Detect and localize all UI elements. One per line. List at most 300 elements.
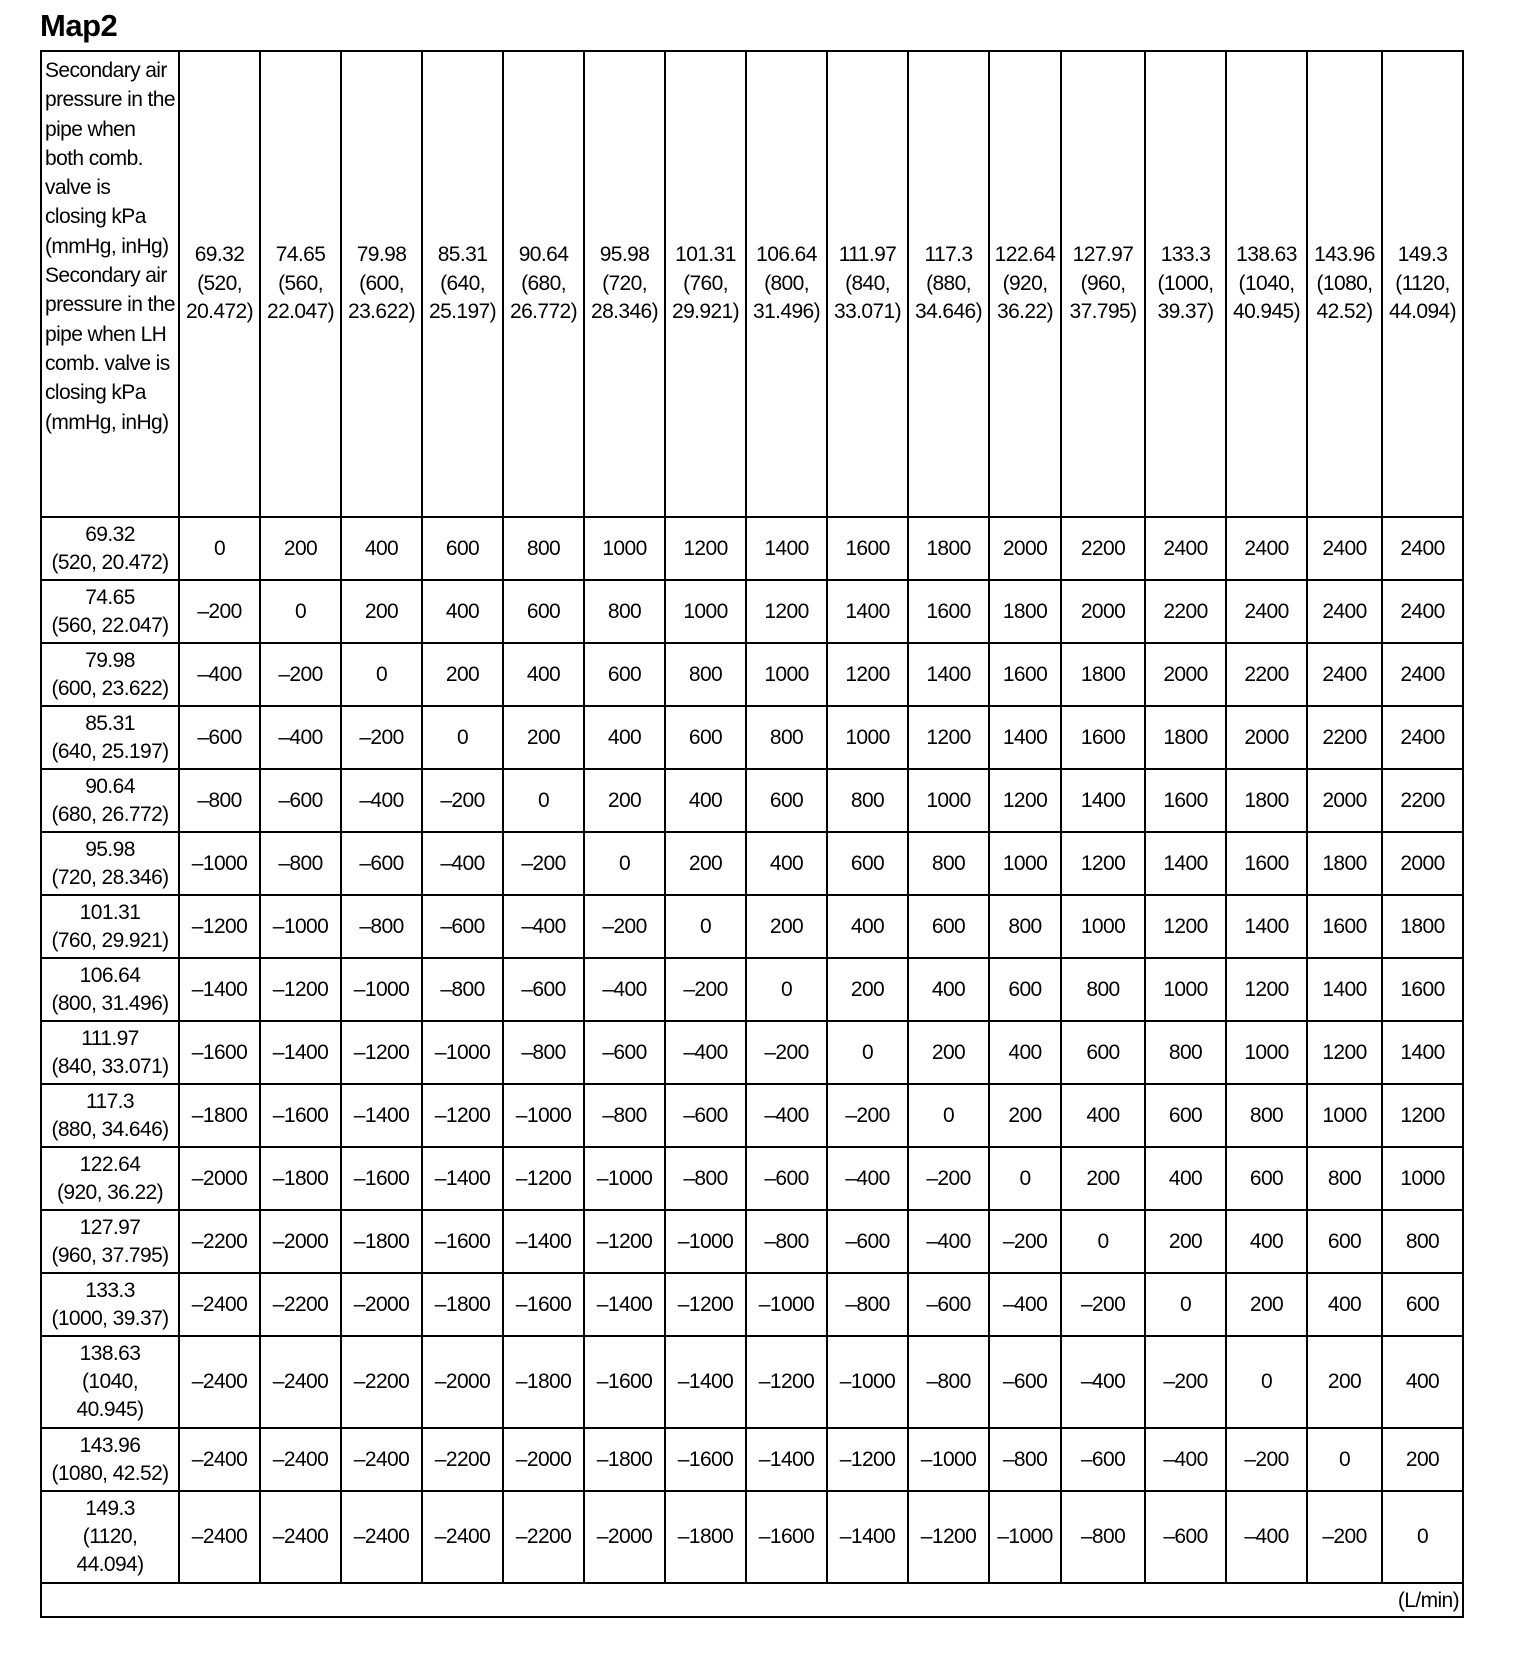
table-cell: –2400: [422, 1491, 503, 1583]
table-cell: –200: [1145, 1336, 1226, 1428]
table-cell: 2400: [1145, 517, 1226, 580]
table-cell: 1000: [1061, 895, 1145, 958]
table-cell: 600: [1145, 1084, 1226, 1147]
table-cell: 1000: [1307, 1084, 1382, 1147]
table-cell: 1400: [1145, 832, 1226, 895]
table-cell: 1000: [1145, 958, 1226, 1021]
table-cell: 1400: [1307, 958, 1382, 1021]
table-cell: –2200: [260, 1273, 341, 1336]
table-cell: 0: [1145, 1273, 1226, 1336]
column-header: [341, 51, 422, 517]
unit-row: [41, 1583, 1463, 1617]
table-cell: 1800: [1145, 706, 1226, 769]
table-cell: 800: [989, 895, 1061, 958]
table-cell: 400: [665, 769, 746, 832]
column-header-sub2: 36.22): [997, 300, 1053, 324]
table-cell: 600: [665, 706, 746, 769]
column-header-sub1: (800,: [764, 271, 809, 295]
column-header-kpa: 106.64: [756, 243, 817, 267]
table-row: [41, 1084, 1463, 1147]
table-cell: –1600: [503, 1273, 584, 1336]
column-header: [827, 51, 908, 517]
table-cell: 1800: [1307, 832, 1382, 895]
row-header: [41, 1273, 179, 1336]
table-cell: –600: [1145, 1491, 1226, 1583]
table-row: [41, 769, 1463, 832]
table-cell: –1000: [665, 1210, 746, 1273]
row-header-line: 90.64: [85, 774, 135, 798]
table-cell: –600: [1061, 1428, 1145, 1491]
table-cell: 1400: [989, 706, 1061, 769]
table-cell: 200: [746, 895, 827, 958]
table-cell: –1600: [584, 1336, 665, 1428]
row-header-line: (880, 34.646): [51, 1117, 169, 1141]
row-header-line: 117.3: [86, 1089, 134, 1113]
table-cell: 1000: [665, 580, 746, 643]
column-header: [584, 51, 665, 517]
table-cell: 800: [1382, 1210, 1463, 1273]
table-cell: 200: [584, 769, 665, 832]
column-header-kpa: 111.97: [838, 243, 897, 267]
table-cell: 2400: [1307, 643, 1382, 706]
table-cell: –1200: [260, 958, 341, 1021]
table-cell: 1600: [1382, 958, 1463, 1021]
column-header: [503, 51, 584, 517]
unit-label: (L/min): [41, 1583, 1463, 1617]
row-header-line: 138.63: [79, 1342, 141, 1365]
table-row: [41, 1210, 1463, 1273]
row-header-line: (1000, 39.37): [51, 1306, 169, 1330]
table-cell: 200: [1145, 1210, 1226, 1273]
column-header: [989, 51, 1061, 517]
column-header-kpa: 138.63: [1236, 243, 1297, 267]
table-cell: –1600: [260, 1084, 341, 1147]
table-cell: 400: [746, 832, 827, 895]
table-cell: 800: [1145, 1021, 1226, 1084]
column-header-sub1: (1040,: [1238, 271, 1295, 295]
table-cell: 600: [503, 580, 584, 643]
table-cell: –2400: [260, 1336, 341, 1428]
column-header-kpa: 79.98: [356, 243, 407, 267]
column-header: [422, 51, 503, 517]
table-cell: –600: [665, 1084, 746, 1147]
table-cell: –1000: [341, 958, 422, 1021]
table-cell: –200: [827, 1084, 908, 1147]
table-cell: –800: [908, 1336, 989, 1428]
column-header-sub1: (560,: [278, 271, 323, 295]
row-header-line: 149.3: [85, 1497, 135, 1520]
table-row: [41, 1147, 1463, 1210]
table-cell: –2000: [503, 1428, 584, 1491]
table-cell: –1400: [827, 1491, 908, 1583]
row-header-line: 40.945): [76, 1398, 144, 1421]
column-header-sub1: (960,: [1080, 271, 1126, 295]
table-cell: 800: [827, 769, 908, 832]
table-cell: –600: [179, 706, 260, 769]
table-cell: –400: [584, 958, 665, 1021]
table-cell: 0: [746, 958, 827, 1021]
table-cell: 0: [908, 1084, 989, 1147]
row-header-line: (720, 28.346): [51, 865, 169, 889]
column-header-kpa: 122.64: [994, 243, 1056, 267]
table-cell: –1200: [341, 1021, 422, 1084]
row-header-line: 74.65: [85, 585, 135, 609]
column-header-sub2: 20.472): [185, 300, 254, 324]
table-cell: –1000: [746, 1273, 827, 1336]
table-cell: 1800: [1061, 643, 1145, 706]
table-cell: –2000: [584, 1491, 665, 1583]
table-cell: 200: [665, 832, 746, 895]
table-cell: –400: [1061, 1336, 1145, 1428]
table-cell: –1000: [584, 1147, 665, 1210]
table-cell: 800: [908, 832, 989, 895]
table-cell: 400: [422, 580, 503, 643]
column-header-sub2: 31.496): [752, 300, 821, 324]
row-header-line: (640, 25.197): [51, 739, 169, 763]
table-cell: –2400: [179, 1273, 260, 1336]
column-header-sub2: 26.772): [509, 300, 578, 324]
table-cell: 1200: [827, 643, 908, 706]
column-header-sub1: (1000,: [1157, 271, 1214, 295]
row-header: [41, 1210, 179, 1273]
table-cell: –1000: [908, 1428, 989, 1491]
table-cell: 0: [1307, 1428, 1382, 1491]
table-cell: 1400: [827, 580, 908, 643]
column-header-sub1: (920,: [1002, 271, 1048, 295]
column-header-sub1: (760,: [683, 271, 728, 295]
table-cell: 1000: [1226, 1021, 1307, 1084]
table-cell: 2400: [1382, 706, 1463, 769]
table-cell: 0: [179, 517, 260, 580]
table-cell: 2000: [1061, 580, 1145, 643]
table-row: [41, 643, 1463, 706]
table-cell: 600: [908, 895, 989, 958]
row-header-line: 44.094): [76, 1553, 144, 1576]
table-cell: 800: [746, 706, 827, 769]
table-cell: 0: [1382, 1491, 1463, 1583]
table-cell: –1600: [422, 1210, 503, 1273]
row-header-line: (840, 33.071): [51, 1054, 169, 1078]
table-cell: –600: [989, 1336, 1061, 1428]
table-cell: –200: [665, 958, 746, 1021]
table-cell: 200: [341, 580, 422, 643]
table-cell: 2400: [1307, 517, 1382, 580]
table-cell: 1000: [989, 832, 1061, 895]
table-cell: –1200: [179, 895, 260, 958]
table-cell: 800: [503, 517, 584, 580]
row-header-line: 85.31: [85, 711, 135, 735]
table-cell: –200: [422, 769, 503, 832]
map-table: [40, 50, 1464, 1618]
table-cell: 1200: [989, 769, 1061, 832]
table-cell: –2000: [422, 1336, 503, 1428]
table-row: [41, 706, 1463, 769]
table-cell: 1000: [908, 769, 989, 832]
row-header-line: 143.96: [79, 1433, 141, 1457]
table-cell: –800: [179, 769, 260, 832]
table-cell: 400: [1226, 1210, 1307, 1273]
table-cell: 1600: [1307, 895, 1382, 958]
table-cell: –1200: [503, 1147, 584, 1210]
table-cell: 0: [827, 1021, 908, 1084]
table-cell: 0: [503, 769, 584, 832]
table-cell: –800: [422, 958, 503, 1021]
column-header-sub2: 23.622): [347, 300, 416, 324]
table-cell: 1200: [1382, 1084, 1463, 1147]
table-cell: 200: [1307, 1336, 1382, 1428]
table-cell: 200: [1382, 1428, 1463, 1491]
table-cell: –1800: [341, 1210, 422, 1273]
table-cell: 800: [1061, 958, 1145, 1021]
table-cell: 400: [584, 706, 665, 769]
row-header-line: 95.98: [85, 837, 135, 861]
column-header-sub1: (640,: [440, 271, 485, 295]
table-cell: –1200: [584, 1210, 665, 1273]
table-cell: –200: [1307, 1491, 1382, 1583]
table-cell: 1600: [1226, 832, 1307, 895]
column-header-sub2: 29.921): [671, 300, 740, 324]
row-header: [41, 580, 179, 643]
table-cell: 400: [908, 958, 989, 1021]
table-cell: –800: [665, 1147, 746, 1210]
table-cell: –2400: [341, 1491, 422, 1583]
table-cell: –1200: [422, 1084, 503, 1147]
table-cell: –1800: [179, 1084, 260, 1147]
table-cell: –400: [179, 643, 260, 706]
table-cell: 2400: [1382, 517, 1463, 580]
table-cell: 0: [1226, 1336, 1307, 1428]
table-cell: 800: [1307, 1147, 1382, 1210]
table-cell: –400: [908, 1210, 989, 1273]
table-cell: 2200: [1061, 517, 1145, 580]
table-cell: 400: [1382, 1336, 1463, 1428]
row-header-line: 111.97: [81, 1026, 139, 1050]
table-cell: –400: [1145, 1428, 1226, 1491]
table-cell: 0: [1061, 1210, 1145, 1273]
table-cell: 600: [989, 958, 1061, 1021]
table-cell: –600: [584, 1021, 665, 1084]
column-header: [908, 51, 989, 517]
table-cell: –1000: [260, 895, 341, 958]
column-header-kpa: 127.97: [1072, 243, 1134, 267]
column-header: [746, 51, 827, 517]
column-header-kpa: 149.3: [1397, 243, 1448, 267]
table-cell: –200: [1061, 1273, 1145, 1336]
table-cell: –2400: [260, 1491, 341, 1583]
corner-label: Secondary air pressure in the pipe when both comb. valve is closing kPa (mmHg, inHg) Secondary air pressure in the pipe when LH comb. valve is closing kPa (mmHg, inHg): [41, 51, 179, 517]
table-cell: 1000: [827, 706, 908, 769]
table-cell: –800: [1061, 1491, 1145, 1583]
column-header: [1382, 51, 1463, 517]
table-cell: –1400: [179, 958, 260, 1021]
column-header-sub1: (880,: [926, 271, 971, 295]
table-cell: –1200: [827, 1428, 908, 1491]
table-cell: 1000: [584, 517, 665, 580]
table-cell: –400: [341, 769, 422, 832]
table-cell: 400: [341, 517, 422, 580]
table-cell: –2000: [260, 1210, 341, 1273]
table-cell: 0: [989, 1147, 1061, 1210]
column-header-kpa: 74.65: [275, 243, 326, 267]
row-header: [41, 1428, 179, 1491]
table-cell: 400: [989, 1021, 1061, 1084]
table-cell: –1800: [584, 1428, 665, 1491]
table-cell: –1400: [665, 1336, 746, 1428]
column-header-sub2: 25.197): [428, 300, 497, 324]
column-header-sub1: (720,: [602, 271, 647, 295]
table-cell: 400: [1145, 1147, 1226, 1210]
table-cell: –200: [179, 580, 260, 643]
table-row: [41, 895, 1463, 958]
table-cell: 600: [422, 517, 503, 580]
table-cell: 2000: [1382, 832, 1463, 895]
table-cell: 200: [422, 643, 503, 706]
table-cell: 600: [584, 643, 665, 706]
table-cell: –2400: [179, 1428, 260, 1491]
table-cell: –800: [989, 1428, 1061, 1491]
table-cell: –1000: [179, 832, 260, 895]
table-cell: 1000: [746, 643, 827, 706]
table-cell: 2000: [1145, 643, 1226, 706]
table-cell: 1600: [1061, 706, 1145, 769]
table-cell: –800: [827, 1273, 908, 1336]
table-cell: 200: [503, 706, 584, 769]
column-header-sub2: 39.37): [1157, 300, 1214, 324]
column-header-sub1: (1120,: [1395, 271, 1450, 295]
table-cell: –2400: [179, 1491, 260, 1583]
table-cell: –1600: [665, 1428, 746, 1491]
table-cell: 2000: [1226, 706, 1307, 769]
table-cell: –600: [503, 958, 584, 1021]
table-cell: –200: [503, 832, 584, 895]
column-header-kpa: 69.32: [194, 243, 245, 267]
table-cell: –400: [422, 832, 503, 895]
column-header-kpa: 133.3: [1160, 243, 1211, 267]
table-cell: –1400: [341, 1084, 422, 1147]
column-header: [1061, 51, 1145, 517]
column-header-sub2: 22.047): [266, 300, 335, 324]
header-row: [41, 51, 1463, 517]
table-cell: –200: [908, 1147, 989, 1210]
table-cell: 2400: [1307, 580, 1382, 643]
column-header-sub2: 33.071): [833, 300, 902, 324]
table-cell: –400: [1226, 1491, 1307, 1583]
table-cell: –200: [746, 1021, 827, 1084]
row-header-line: 122.64: [79, 1152, 141, 1176]
row-header-line: (1040,: [82, 1370, 138, 1393]
table-cell: 600: [1061, 1021, 1145, 1084]
table-cell: –400: [503, 895, 584, 958]
column-header-sub1: (600,: [359, 271, 404, 295]
table-cell: –2000: [179, 1147, 260, 1210]
column-header-sub1: (520,: [197, 271, 242, 295]
table-row: [41, 832, 1463, 895]
table-cell: –1000: [422, 1021, 503, 1084]
column-header-sub2: 42.52): [1316, 300, 1373, 324]
table-cell: –600: [908, 1273, 989, 1336]
row-header-line: 133.3: [85, 1278, 135, 1302]
row-header-line: 69.32: [85, 522, 135, 546]
table-cell: –600: [341, 832, 422, 895]
table-cell: –2000: [341, 1273, 422, 1336]
column-header-kpa: 101.31: [675, 243, 736, 267]
row-header-line: 127.97: [79, 1215, 141, 1239]
row-header: [41, 832, 179, 895]
table-cell: 2000: [989, 517, 1061, 580]
table-cell: 2400: [1226, 517, 1307, 580]
table-cell: 2200: [1382, 769, 1463, 832]
table-cell: 2400: [1382, 580, 1463, 643]
table-cell: 2200: [1145, 580, 1226, 643]
table-cell: 1200: [908, 706, 989, 769]
table-cell: 200: [989, 1084, 1061, 1147]
column-header: [179, 51, 260, 517]
table-cell: 2200: [1226, 643, 1307, 706]
table-cell: 1800: [989, 580, 1061, 643]
table-cell: 2400: [1382, 643, 1463, 706]
table-cell: 400: [503, 643, 584, 706]
row-header: [41, 958, 179, 1021]
row-header: [41, 769, 179, 832]
table-cell: 2000: [1307, 769, 1382, 832]
table-cell: 0: [260, 580, 341, 643]
table-cell: 1000: [1382, 1147, 1463, 1210]
table-cell: –800: [584, 1084, 665, 1147]
table-cell: 1800: [1226, 769, 1307, 832]
column-header-sub2: 34.646): [914, 300, 983, 324]
table-cell: –200: [584, 895, 665, 958]
table-cell: 200: [260, 517, 341, 580]
table-cell: –1400: [584, 1273, 665, 1336]
table-cell: –1600: [179, 1021, 260, 1084]
row-header-line: 106.64: [79, 963, 141, 987]
column-header: [1226, 51, 1307, 517]
table-cell: –400: [746, 1084, 827, 1147]
row-header-line: (560, 22.047): [51, 613, 169, 637]
table-cell: –1200: [908, 1491, 989, 1583]
table-cell: 1800: [1382, 895, 1463, 958]
row-header-line: 79.98: [85, 648, 135, 672]
table-cell: –1200: [746, 1336, 827, 1428]
table-cell: 1400: [746, 517, 827, 580]
table-cell: 1200: [1307, 1021, 1382, 1084]
table-cell: 0: [665, 895, 746, 958]
row-header: [41, 1336, 179, 1428]
table-row: [41, 1336, 1463, 1428]
row-header-line: (1080, 42.52): [51, 1461, 169, 1485]
table-cell: –400: [260, 706, 341, 769]
table-cell: 1200: [1061, 832, 1145, 895]
table-cell: 200: [827, 958, 908, 1021]
table-cell: –1000: [989, 1491, 1061, 1583]
table-cell: 600: [1382, 1273, 1463, 1336]
table-cell: 1800: [908, 517, 989, 580]
table-cell: –1400: [503, 1210, 584, 1273]
table-cell: 800: [1226, 1084, 1307, 1147]
table-cell: 1400: [908, 643, 989, 706]
table-row: [41, 1428, 1463, 1491]
column-header: [260, 51, 341, 517]
table-cell: –600: [827, 1210, 908, 1273]
table-cell: –2200: [503, 1491, 584, 1583]
table-cell: –400: [665, 1021, 746, 1084]
table-cell: 600: [746, 769, 827, 832]
table-cell: 1600: [1145, 769, 1226, 832]
column-header: [665, 51, 746, 517]
table-cell: –1800: [503, 1336, 584, 1428]
table-cell: –800: [260, 832, 341, 895]
table-cell: 600: [1307, 1210, 1382, 1273]
